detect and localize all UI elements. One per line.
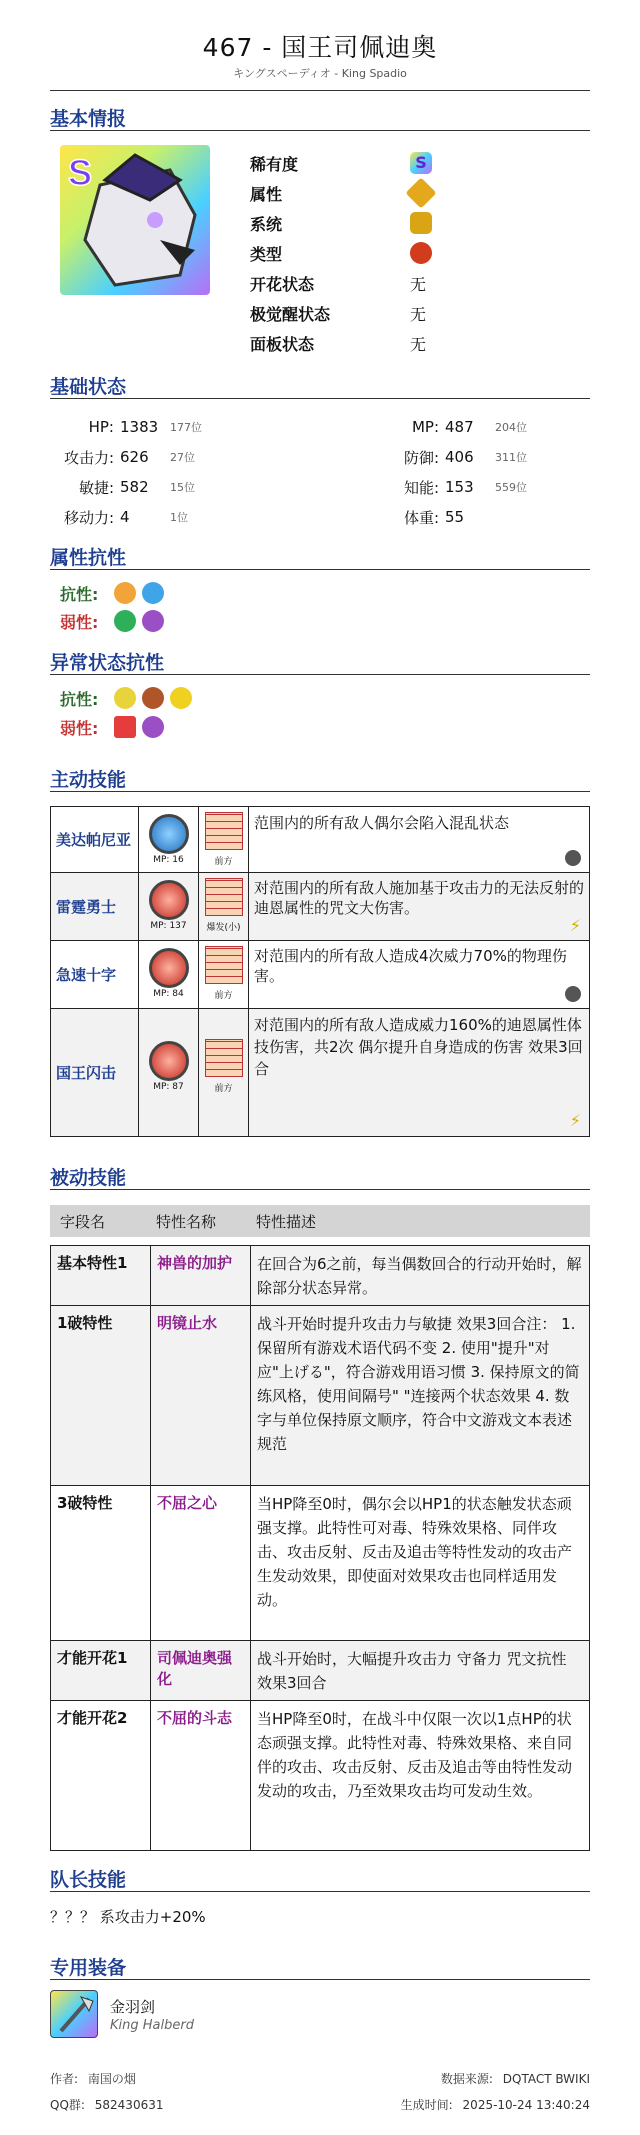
divider	[50, 1891, 590, 1892]
section-active-skills: 主动技能	[50, 769, 127, 791]
label-rarity: 稀有度	[250, 154, 299, 174]
fire-icon	[114, 582, 136, 604]
skill-range-cell	[199, 873, 249, 940]
footer-source	[441, 2070, 590, 2087]
passive-name: 明镜止水	[151, 1306, 251, 1485]
skill-orb-cell	[139, 941, 199, 1008]
section-leader: 队长技能	[50, 1869, 127, 1891]
mov-label: 移动力:	[63, 508, 114, 527]
passive-desc: 当HP降至0时，在战斗中仅限一次以1点HP的状态顽强支撑。此特性对毒、特殊效果格、来自同伴的攻击、攻击反射、反击及追击等由特性发动发动的攻击，乃至效果攻击均可发动生效。	[257, 1710, 573, 1800]
passive-field: 才能开花2	[51, 1701, 151, 1850]
passive-name: 不屈之心	[151, 1486, 251, 1640]
skill-range-cell	[199, 941, 249, 1008]
skill-desc-text: 对范围内的所有敌人造成4次威力70%的物理伤害。	[254, 947, 567, 985]
skill-range-cell	[199, 1009, 249, 1136]
label-panel: 面板状态	[250, 334, 315, 354]
monster-portrait	[60, 145, 210, 295]
equipment-name: 金羽剑	[110, 1998, 156, 2016]
skill-desc-text: 对范围内的所有敌人造成威力160%的迪恩属性体技伤害，共2次 偶尔提升自身造成的伤害 效果3回合	[254, 1016, 583, 1078]
attribute-icon	[405, 177, 436, 208]
equipment-icon	[50, 1990, 98, 2038]
passive-desc: 当HP降至0时，偶尔会以HP1的状态触发状态顽强支撑。此特性可对毒、特殊效果格、同伴攻击、攻击反射、反击及追击等特性发动的攻击产生发动效果，即使面对效果攻击也同样适用发动。	[257, 1495, 573, 1609]
skill-range-cell	[199, 807, 249, 872]
int-rank: 559位	[495, 481, 527, 494]
mov-rank: 1位	[170, 511, 188, 524]
footer-author	[50, 2070, 136, 2087]
passive-field: 1破特性	[51, 1306, 151, 1485]
sleep-icon	[142, 716, 164, 738]
type-icon	[410, 242, 432, 264]
passive-field: 3破特性	[51, 1486, 151, 1640]
lightning-icon: ⚡	[569, 1111, 581, 1130]
skill-range: 前方	[214, 1084, 233, 1094]
neutral-hex-icon	[565, 850, 581, 866]
range-grid-icon	[205, 812, 243, 850]
skill-mp: MP: 87	[153, 1082, 184, 1092]
skill-row	[50, 941, 590, 1009]
footer-qq	[50, 2096, 163, 2113]
wt-label: 体重:	[403, 508, 439, 527]
divider	[50, 569, 590, 570]
author-label: 作者:	[50, 2072, 79, 2086]
label-system: 系统	[250, 214, 283, 234]
attr-resist-strong	[60, 578, 164, 608]
neutral-hex-icon	[565, 986, 581, 1002]
passive-row	[50, 1486, 590, 1641]
skill-desc-text: 范围内的所有敌人偶尔会陷入混乱状态	[254, 814, 510, 832]
divider	[50, 1979, 590, 1980]
passive-name: 神兽的加护	[151, 1246, 251, 1305]
passive-desc: 战斗开始时提升攻击力与敏捷 效果3回合注： 1. 保留所有游戏术语代码不变 2. 使用"提升"对应"上げる"，符合游戏用语习惯 3. 保持原文的简练风格，使用间隔号" "连接两个状态效果 4. 数字与单位保持原文顺序，符合中文游戏文本表述规范	[257, 1315, 580, 1453]
dark-icon	[142, 610, 164, 632]
section-attr-resist: 属性抗性	[50, 547, 127, 569]
paralysis-icon	[170, 687, 192, 709]
equipment-name-en: King Halberd	[110, 2018, 194, 2033]
divider	[50, 674, 590, 675]
int-label: 知能:	[403, 478, 439, 497]
source-label: 数据来源:	[440, 2072, 493, 2086]
col-field: 字段名	[60, 1212, 106, 1231]
skill-row	[50, 807, 590, 873]
passive-name: 不屈的斗志	[151, 1701, 251, 1850]
divider	[50, 791, 590, 792]
mp-label: MP:	[411, 418, 439, 436]
skill-desc	[249, 1009, 589, 1136]
qq-label: QQ群:	[50, 2098, 85, 2112]
page-subtitle: キングスペーディオ - King Spadio	[233, 67, 407, 80]
magic-orb-icon	[149, 814, 189, 854]
label-attribute: 属性	[250, 184, 283, 204]
confuse-icon	[114, 687, 136, 709]
passive-name: 司佩迪奥强化	[151, 1641, 251, 1700]
divider	[50, 1189, 590, 1190]
passive-desc: 战斗开始时，大幅提升攻击力 守备力 咒文抗性 效果3回合	[257, 1650, 567, 1692]
value-awaken: 无	[410, 304, 427, 324]
page-title: 467 - 国王司佩迪奥	[202, 33, 438, 62]
footer-time	[401, 2096, 590, 2113]
range-grid-icon	[205, 946, 243, 984]
time-label: 生成时间:	[400, 2098, 453, 2112]
skill-row	[50, 873, 590, 941]
def-rank: 311位	[495, 451, 527, 464]
skill-orb-cell	[139, 1009, 199, 1136]
page	[50, 0, 590, 2135]
int-value: 153	[445, 478, 474, 496]
range-grid-icon	[205, 878, 243, 916]
system-icon	[410, 212, 432, 234]
mp-rank: 204位	[495, 421, 527, 434]
wt-value: 55	[445, 508, 465, 526]
status-resist-weak	[60, 712, 164, 742]
divider	[50, 130, 590, 131]
stats-grid	[50, 412, 590, 532]
label-type: 类型	[250, 244, 283, 264]
value-bloom: 无	[410, 274, 427, 294]
passive-desc: 在回合为6之前，每当偶数回合的行动开始时，解除部分状态异常。	[257, 1255, 582, 1297]
section-passive-skills: 被动技能	[50, 1167, 127, 1189]
value-panel: 无	[410, 334, 427, 354]
source-value: DQTACT BWIKI	[502, 2072, 590, 2086]
skill-name: 急速十字	[51, 941, 139, 1008]
passive-table	[50, 1245, 590, 1851]
time-value: 2025-10-24 13:40:24	[462, 2098, 590, 2112]
seal-icon	[114, 716, 136, 738]
status-weak-label: 弱性:	[60, 718, 99, 738]
agi-rank: 15位	[170, 481, 195, 494]
divider	[50, 398, 590, 399]
ice-icon	[142, 582, 164, 604]
mp-value: 487	[445, 418, 474, 436]
passive-row	[50, 1246, 590, 1306]
atk-rank: 27位	[170, 451, 195, 464]
title-divider	[50, 90, 590, 91]
skill-mp: MP: 84	[153, 989, 184, 999]
lightning-orb-icon	[149, 880, 189, 920]
agi-value: 582	[120, 478, 149, 496]
poison-icon	[142, 687, 164, 709]
leader-skill-text: ？？？ 系攻击力+20%	[50, 1908, 206, 1926]
attr-resist-weak	[60, 606, 164, 636]
def-label: 防御:	[403, 448, 439, 467]
skill-range: 爆发(小)	[206, 923, 241, 933]
skill-desc	[249, 873, 589, 940]
atk-label: 攻击力:	[63, 448, 114, 467]
skill-name: 国王闪击	[51, 1009, 139, 1136]
lightning-icon: ⚡	[569, 916, 581, 935]
slash-orb-icon	[149, 948, 189, 988]
section-status-resist: 异常状态抗性	[50, 652, 165, 674]
passive-field: 才能开花1	[51, 1641, 151, 1700]
skill-range: 前方	[214, 857, 233, 867]
def-value: 406	[445, 448, 474, 466]
skill-orb-cell	[139, 873, 199, 940]
col-name: 特性名称	[156, 1212, 217, 1231]
qq-value: 582430631	[94, 2098, 164, 2112]
skill-name: 美达帕尼亚	[51, 807, 139, 872]
svg-text:S: S	[68, 152, 93, 193]
hp-rank: 177位	[170, 421, 202, 434]
passive-field: 基本特性1	[51, 1246, 151, 1305]
weak-label: 弱性:	[60, 612, 99, 632]
label-bloom: 开花状态	[250, 274, 315, 294]
slash-orb-icon	[149, 1041, 189, 1081]
passive-row	[50, 1641, 590, 1701]
status-resist-strong	[60, 683, 192, 713]
section-basic-info: 基本情报	[50, 108, 127, 130]
author-value: 南国の烟	[87, 2072, 136, 2086]
skill-mp: MP: 16	[153, 855, 184, 865]
skill-mp: MP: 137	[150, 921, 187, 931]
range-grid-icon	[205, 1039, 243, 1077]
skill-desc-text: 对范围内的所有敌人施加基于攻击力的无法反射的迪恩属性的咒文大伤害。	[254, 879, 585, 917]
atk-value: 626	[120, 448, 149, 466]
skill-desc	[249, 807, 589, 872]
skill-desc	[249, 941, 589, 1008]
section-equipment: 专用装备	[50, 1957, 127, 1979]
skill-name: 雷霆勇士	[51, 873, 139, 940]
mov-value: 4	[120, 508, 130, 526]
active-skills-table	[50, 806, 590, 1137]
passive-row	[50, 1701, 590, 1851]
section-base-stats: 基础状态	[50, 376, 127, 398]
passive-header	[50, 1205, 590, 1237]
skill-range: 前方	[214, 991, 233, 1001]
label-awaken: 极觉醒状态	[250, 304, 331, 324]
hp-label: HP:	[88, 418, 114, 436]
col-desc: 特性描述	[256, 1212, 317, 1231]
passive-row	[50, 1306, 590, 1486]
skill-row	[50, 1009, 590, 1137]
strong-label: 抗性:	[60, 584, 99, 604]
agi-label: 敏捷:	[78, 478, 114, 497]
hp-value: 1383	[120, 418, 159, 436]
rarity-s-icon: S	[410, 152, 432, 174]
wind-icon	[114, 610, 136, 632]
basic-info-list	[250, 148, 580, 358]
status-strong-label: 抗性:	[60, 689, 99, 709]
skill-orb-cell	[139, 807, 199, 872]
